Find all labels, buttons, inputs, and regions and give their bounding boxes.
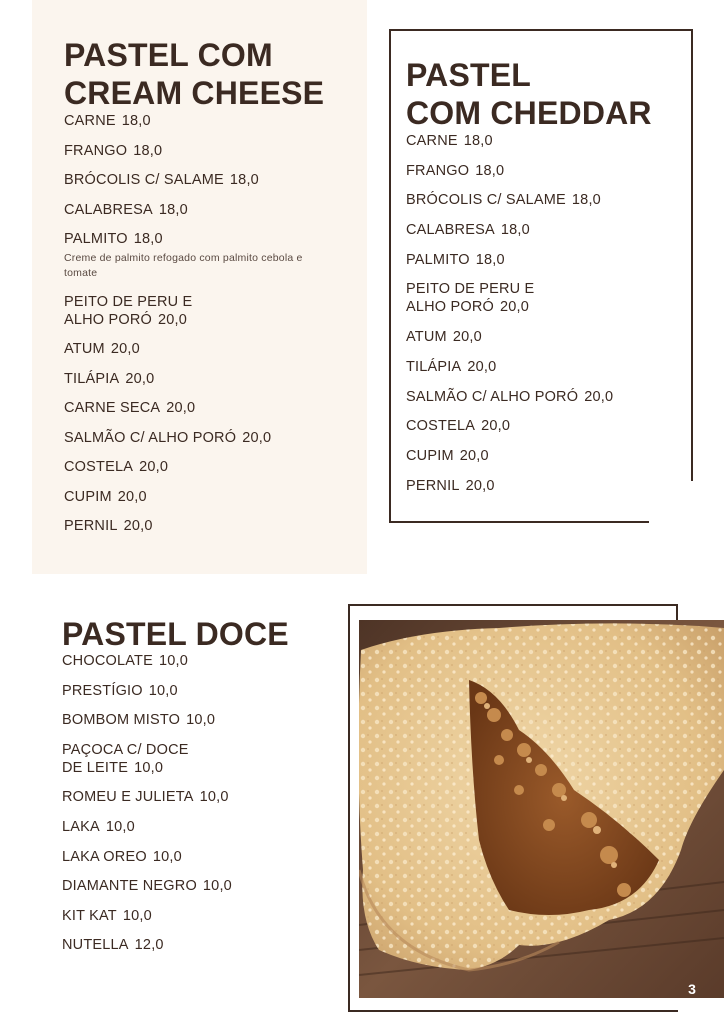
item-price: 10,0 xyxy=(122,907,152,924)
menu-item xyxy=(406,132,652,150)
item-price: 20,0 xyxy=(465,477,495,494)
item-name: BRÓCOLIS C/ SALAME xyxy=(406,192,566,209)
item-price: 10,0 xyxy=(199,789,229,806)
item-name: PALMITO xyxy=(64,231,128,247)
item-name: CARNE xyxy=(64,113,116,129)
item-price: 20,0 xyxy=(242,429,272,446)
item-name: PERNIL xyxy=(64,518,118,534)
menu-item xyxy=(62,682,289,700)
menu-item xyxy=(64,230,324,281)
item-name: COSTELA xyxy=(64,459,134,475)
item-price: 18,0 xyxy=(133,142,163,159)
menu-item xyxy=(406,191,652,209)
item-name: CARNE xyxy=(406,133,458,149)
item-name: ATUM xyxy=(406,329,447,346)
item-name: FRANGO xyxy=(406,162,470,179)
menu-item xyxy=(64,517,324,535)
section-title: PASTEL DOCE xyxy=(62,616,289,652)
menu-item xyxy=(406,280,652,316)
menu-item xyxy=(406,417,652,435)
item-price: 20,0 xyxy=(459,447,489,464)
menu-item xyxy=(62,877,289,895)
item-name: PEITO DE PERU E ALHO PORÓ xyxy=(64,293,193,328)
item-price: 10,0 xyxy=(186,712,216,729)
menu-item xyxy=(64,488,324,506)
menu-list xyxy=(64,112,324,535)
item-price: 18,0 xyxy=(158,201,188,218)
menu-item xyxy=(62,818,289,836)
section-title: PASTEL COM CHEDDAR xyxy=(406,57,652,131)
menu-item xyxy=(62,848,289,866)
item-name: CALABRESA xyxy=(64,201,153,218)
item-price: 18,0 xyxy=(229,172,259,188)
menu-item xyxy=(62,936,289,954)
menu-item xyxy=(64,399,324,417)
menu-item xyxy=(64,293,324,329)
item-price: 20,0 xyxy=(117,488,147,505)
menu-item xyxy=(64,201,324,219)
menu-item xyxy=(64,340,324,358)
item-price: 20,0 xyxy=(481,418,511,435)
item-name: BOMBOM MISTO xyxy=(62,712,181,729)
item-name: CHOCOLATE xyxy=(62,653,153,669)
item-price: 20,0 xyxy=(584,388,614,405)
item-price: 20,0 xyxy=(110,341,140,357)
menu-item xyxy=(62,711,289,729)
item-name: CUPIM xyxy=(406,447,454,464)
item-name: FRANGO xyxy=(64,142,128,159)
item-name: PEITO DE PERU E ALHO PORÓ xyxy=(406,281,535,316)
cream-cheese-section xyxy=(64,36,324,547)
menu-item xyxy=(406,251,652,269)
item-price: 10,0 xyxy=(202,878,232,895)
cheddar-section xyxy=(406,56,652,506)
item-name: SALMÃO C/ ALHO PORÓ xyxy=(64,429,237,446)
item-price: 20,0 xyxy=(158,311,188,328)
item-name: LAKA xyxy=(62,818,100,835)
item-description: Creme de palmito refogado com palmito cebola e tomate xyxy=(64,252,303,279)
item-name: COSTELA xyxy=(406,418,476,435)
item-name: PERNIL xyxy=(406,477,460,494)
item-price: 10,0 xyxy=(152,848,182,865)
item-price: 18,0 xyxy=(500,222,530,239)
menu-item xyxy=(62,907,289,925)
item-price: 10,0 xyxy=(148,682,178,699)
item-name: TILÁPIA xyxy=(406,358,462,375)
menu-item xyxy=(406,358,652,376)
menu-item xyxy=(64,458,324,476)
item-price: 10,0 xyxy=(158,653,188,669)
item-name: DIAMANTE NEGRO xyxy=(62,878,197,895)
item-price: 18,0 xyxy=(475,162,505,179)
menu-item xyxy=(62,741,289,777)
item-name: KIT KAT xyxy=(62,907,117,924)
item-price: 20,0 xyxy=(139,459,169,475)
menu-item xyxy=(406,477,652,495)
menu-item xyxy=(406,447,652,465)
item-name: BRÓCOLIS C/ SALAME xyxy=(64,172,224,188)
menu-item xyxy=(64,429,324,447)
item-name: LAKA OREO xyxy=(62,848,147,865)
menu-list xyxy=(62,652,289,954)
item-price: 12,0 xyxy=(134,937,164,954)
item-name: ATUM xyxy=(64,341,105,357)
item-price: 10,0 xyxy=(105,818,135,835)
item-price: 20,0 xyxy=(123,518,153,534)
menu-item xyxy=(64,112,324,130)
section-title: PASTEL COM CREAM CHEESE xyxy=(64,37,325,111)
item-price: 20,0 xyxy=(125,370,155,387)
pastel-doce-photo xyxy=(359,620,724,998)
item-name: ROMEU E JULIETA xyxy=(62,789,194,806)
menu-item xyxy=(406,388,652,406)
item-name: CALABRESA xyxy=(406,222,495,239)
page-number: 3 xyxy=(688,981,696,997)
menu-item xyxy=(406,221,652,239)
item-price: 20,0 xyxy=(500,299,530,316)
item-name: PRESTÍGIO xyxy=(62,682,143,699)
doce-section xyxy=(62,616,289,966)
item-price: 20,0 xyxy=(452,329,482,346)
item-price: 20,0 xyxy=(166,400,196,416)
menu-list xyxy=(406,132,652,495)
item-name: PALMITO xyxy=(406,251,470,268)
menu-item xyxy=(64,142,324,160)
item-name: CARNE SECA xyxy=(64,400,161,416)
item-price: 18,0 xyxy=(133,231,163,247)
item-name: CUPIM xyxy=(64,488,112,505)
item-name: SALMÃO C/ ALHO PORÓ xyxy=(406,388,579,405)
menu-item xyxy=(406,162,652,180)
item-price: 18,0 xyxy=(463,133,493,149)
item-price: 18,0 xyxy=(571,192,601,209)
item-price: 18,0 xyxy=(475,251,505,268)
menu-item xyxy=(406,328,652,346)
item-name: NUTELLA xyxy=(62,937,129,954)
menu-item xyxy=(64,370,324,388)
item-price: 10,0 xyxy=(134,759,164,776)
menu-item xyxy=(64,171,324,189)
item-price: 20,0 xyxy=(467,358,497,375)
menu-item xyxy=(62,652,289,670)
item-name: PAÇOCA C/ DOCE DE LEITE xyxy=(62,741,189,776)
item-name: TILÁPIA xyxy=(64,370,120,387)
menu-item xyxy=(62,788,289,806)
item-price: 18,0 xyxy=(121,113,151,129)
